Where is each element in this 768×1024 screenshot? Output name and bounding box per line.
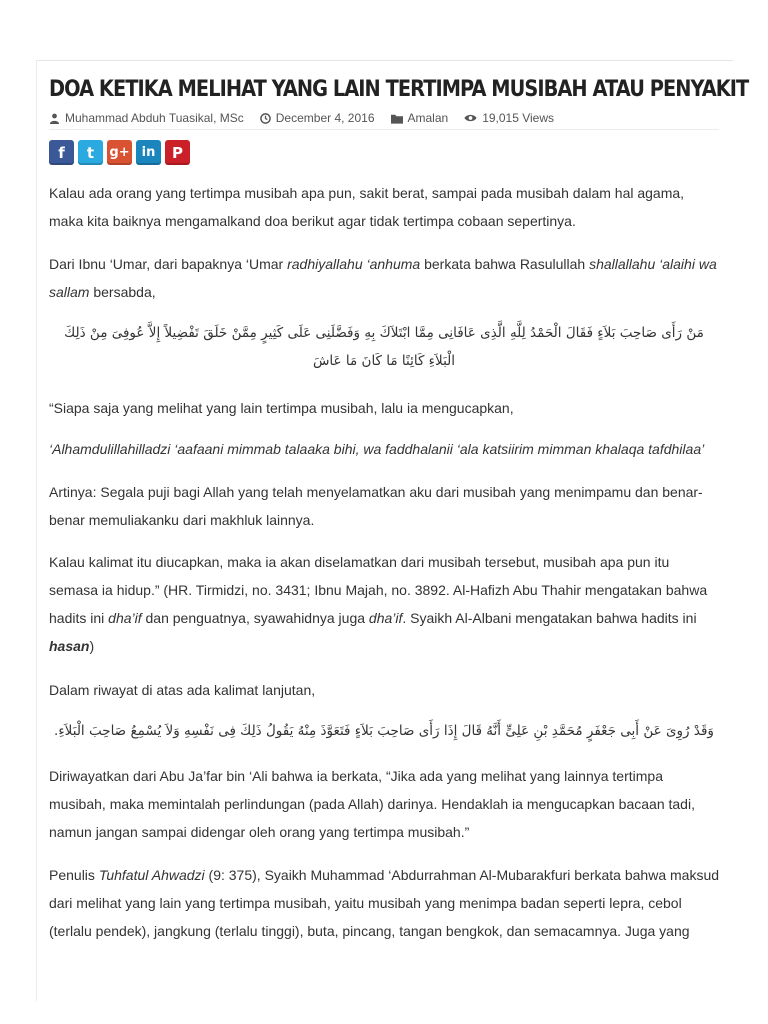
user-icon <box>49 113 60 124</box>
italic-text: shallallahu ‘alaihi wa sallam <box>49 256 717 300</box>
paragraph-source <box>49 548 721 660</box>
text-segment: dan penguatnya, syawahidnya juga <box>141 610 369 626</box>
twitter-share-button[interactable]: t <box>78 140 103 165</box>
italic-text: radhiyallahu ‘anhuma <box>287 256 421 272</box>
share-buttons <box>49 140 190 165</box>
author-name[interactable]: Muhammad Abduh Tuasikal, MSc <box>65 111 244 125</box>
bold-italic-text: hasan <box>49 638 90 654</box>
facebook-share-button[interactable]: f <box>49 140 74 165</box>
italic-text: Tuhfatul Ahwadzi <box>98 867 205 883</box>
post-category[interactable]: Amalan <box>407 111 449 125</box>
google-plus-share-button[interactable]: g+ <box>107 140 132 165</box>
text-segment: berkata bahwa Rasulullah <box>420 256 590 272</box>
paragraph-translation-start: “Siapa saja yang melihat yang lain tertimpa musibah, lalu ia mengucapkan, <box>49 400 514 416</box>
text-segment: Kalau kalimat itu diucapkan, maka ia akan diselamatkan dari musibah tersebut, musibah apa pun itu semasa ia hidup.” (HR. Tirmidzi, no. 3431; Ibnu Majah, no. 3892. Al-Hafizh Abu Thahir mengatakan bahwa hadits ini <box>49 554 708 626</box>
paragraph-continuation: Dalam riwayat di atas ada kalimat lanjutan, <box>49 682 316 698</box>
arabic-hadith-text: مَنْ رَأَى صَاحِبَ بَلاَءٍ فَقَالَ الْحَمْدُ لِلَّهِ الَّذِى عَافَانِى مِمَّا ابْتَلاَكَ بِهِ وَفَضَّلَنِى عَلَى كَثِيرٍ مِمَّنْ خَلَقَ تَفْضِيلاً إِلاَّ عُوفِىَ مِنْ ذَلِكَ الْبَلاَءِ كَائِنًا مَا كَانَ مَا عَاشَ <box>64 325 704 369</box>
text-segment: bersabda, <box>89 284 156 300</box>
pinterest-share-button[interactable]: P <box>165 140 190 165</box>
date-meta <box>260 111 375 125</box>
author-meta[interactable] <box>49 111 244 125</box>
text-segment: ) <box>89 638 95 654</box>
paragraph-transliteration: ‘Alhamdulillahilladzi ‘aafaani mimmab talaaka bihi, wa faddhalanii ‘ala katsiirim mimman khalaqa tafdhilaa’ <box>49 441 705 457</box>
arabic-narration-text: وَقَدْ رُوِىَ عَنْ أَبِى جَعْفَرٍ مُحَمَّدِ بْنِ عَلِىٍّ أَنَّهُ قَالَ إِذَا رَأَى صَاحِبَ بَلاَءٍ فَتَعَوَّذَ مِنْهُ يَقُولُ ذَلِكَ فِى نَفْسِهِ وَلاَ يُسْمِعُ صَاحِبَ الْبَلاَءِ. <box>54 723 714 739</box>
paragraph-meaning: Artinya: Segala puji bagi Allah yang telah menyelamatkan aku dari musibah yang menimpamu dan benar-benar memuliakanku dari makhluk lainnya. <box>49 484 703 528</box>
post-date: December 4, 2016 <box>275 111 375 125</box>
article-title: DOA KETIKA MELIHAT YANG LAIN TERTIMPA MUSIBAH ATAU PENYAKIT <box>49 76 749 102</box>
views-meta <box>464 111 554 125</box>
text-segment: (9: 375), Syaikh Muhammad ‘Abdurrahman Al-Mubarakfuri berkata bahwa maksud dari melihat yang lain yang tertimpa musibah, yaitu musibah yang menimpa badan seperti lepra, cebol (terlalu pendek), jangkung (terlalu tinggi), buta, pincang, tangan bengkok, dan semacamnya. Juga yang <box>49 867 720 939</box>
paragraph-explanation <box>49 861 721 945</box>
clock-icon <box>260 113 271 124</box>
italic-text: dha’if <box>108 610 142 626</box>
italic-text: dha’if <box>368 610 403 626</box>
text-segment: . Syaikh Al-Albani mengatakan bahwa hadits ini <box>402 610 697 626</box>
paragraph-narration <box>49 250 721 306</box>
paragraph-intro: Kalau ada orang yang tertimpa musibah apa pun, sakit berat, sampai pada musibah dalam hal agama, maka kita baiknya mengamalkand doa berikut agar tidak tertimpa cobaan sepertinya. <box>49 185 685 229</box>
view-count: 19,015 Views <box>482 111 555 125</box>
meta-divider <box>49 129 719 130</box>
text-segment: Dari Ibnu ‘Umar, dari bapaknya ‘Umar <box>49 256 288 272</box>
linkedin-share-button[interactable]: in <box>136 140 161 165</box>
folder-icon <box>391 113 403 124</box>
article-meta <box>49 108 570 128</box>
paragraph-abu-jafar: Diriwayatkan dari Abu Ja’far bin ‘Ali bahwa ia berkata, “Jika ada yang melihat yang lainnya tertimpa musibah, maka memintalah perlindungan (pada Allah) darinya. Hendaklah ia mengucapkan bacaan tadi, namun jangan sampai didengar oleh orang yang tertimpa musibah.” <box>49 768 695 840</box>
text-segment: Penulis <box>49 867 99 883</box>
eye-icon <box>464 113 477 123</box>
category-meta[interactable] <box>391 111 449 125</box>
